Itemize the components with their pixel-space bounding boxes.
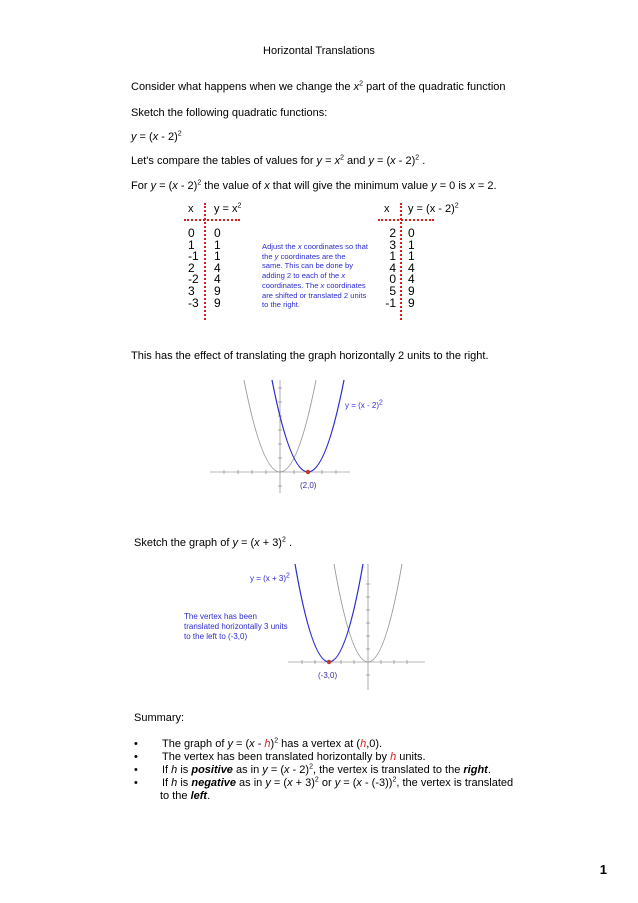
table-cell: -3 — [188, 295, 199, 310]
table-cell: 9 — [408, 295, 415, 310]
table2-header-x: x — [384, 203, 390, 215]
table-cell: -2 — [188, 272, 199, 287]
summary-item-4: • If h is negative as in $y = (x + 3)^2$ or y = (x - (-3))$^2$, the vertex is translated — [134, 777, 513, 790]
table-cell: 9 — [214, 283, 221, 298]
graph1-axes — [210, 380, 350, 493]
table2-y-column — [408, 228, 420, 309]
table-of-values-2 — [378, 203, 478, 323]
table2-header-rule — [378, 219, 434, 221]
table-cell: 3 — [188, 283, 195, 298]
table-cell: 3 — [389, 237, 396, 252]
graph2-translated-parabola — [295, 564, 363, 662]
table-cell: 4 — [408, 260, 415, 275]
page-number: 1 — [599, 862, 607, 877]
intro-line-1: Consider what happens when we change the $x^2$ part of the quadratic function — [131, 80, 506, 93]
table1-y-column — [214, 228, 226, 309]
table-cell: 1 — [408, 249, 415, 264]
table-cell: 1 — [188, 237, 195, 252]
graph1-vertex-label: (2,0) — [300, 481, 317, 490]
table-cell: 0 — [214, 226, 221, 240]
table-cell: 9 — [214, 295, 221, 310]
summary-item-1: • The graph of y = (x - h)$^2$ has a vertex at (h,0). — [134, 738, 513, 751]
table-cell: 4 — [389, 260, 396, 275]
table-cell: 5 — [389, 283, 396, 298]
page-title: Horizontal Translations — [263, 45, 375, 57]
graph2-vertex-point — [327, 660, 331, 664]
table-cell: 1 — [389, 249, 396, 264]
graph-translation-left — [280, 560, 430, 695]
table2-x-column — [378, 228, 396, 309]
adjustment-note: Adjust the x coordinates so that the y coordinates are the same. This can be done by adding 2 to each of the x coordinates. The x coordinates are shifted or translated 2 units to the right. — [262, 242, 368, 310]
table-cell: 1 — [214, 249, 221, 264]
graph1-translated-parabola — [272, 380, 344, 472]
table1-column-divider — [204, 203, 206, 320]
summary-list — [134, 738, 513, 790]
intro-line-5: For y = (x - 2)$^2$ the value of x that will give the minimum value y = 0 is x = 2. — [131, 179, 497, 192]
table-of-values-1 — [184, 203, 264, 323]
table2-column-divider — [400, 203, 402, 320]
intro-equation: y = (x - 2)$^2$ — [131, 130, 182, 143]
table1-header-rule — [184, 219, 240, 221]
summary-item-4-continued: to the left. — [160, 790, 211, 802]
graph2-curve-label: $y = (x + 3)^2$ — [250, 572, 290, 583]
sketch-instruction-2: Sketch the graph of $y = (x + 3)^2$ . — [134, 536, 293, 549]
table-cell: 0 — [389, 272, 396, 287]
table2-header-y: y = (x - 2)$^2$ — [408, 202, 459, 215]
effect-statement: This has the effect of translating the graph horizontally 2 units to the right. — [131, 350, 489, 362]
table1-header-x: x — [188, 203, 194, 215]
table1-header-y: $y = x^2$ — [214, 202, 242, 215]
table-cell: 1 — [214, 237, 221, 252]
intro-line-2: Sketch the following quadratic functions: — [131, 107, 328, 119]
table-cell: 4 — [214, 272, 221, 287]
summary-heading: Summary: — [134, 712, 185, 724]
intro-line-4: Let's compare the tables of values for $y = x^2$ and y = (x - 2)$^2$ . — [131, 154, 426, 167]
table-cell: 0 — [408, 226, 415, 240]
table-cell: -1 — [385, 295, 396, 310]
table-cell: 0 — [188, 226, 195, 240]
table-cell: 2 — [389, 226, 396, 240]
table-cell: 4 — [408, 272, 415, 287]
summary-item-2: • The vertex has been translated horizontally by h units. — [134, 751, 513, 764]
table-cell: -1 — [188, 249, 199, 264]
table1-x-column — [188, 228, 200, 309]
table-cell: 4 — [214, 260, 221, 275]
table-cell: 2 — [188, 260, 195, 275]
summary-item-3: • If h is positive as in y = (x - 2)$^2$, the vertex is translated to the right. — [134, 764, 513, 777]
graph1-vertex-point — [306, 470, 310, 474]
graph2-vertex-label: (-3,0) — [318, 671, 338, 680]
graph2-vertex-note: The vertex has been translated horizontally 3 units to the left to (-3,0) — [184, 612, 288, 641]
table-cell: 1 — [408, 237, 415, 252]
graph1-curve-label: y = (x - 2)$^2$ — [345, 399, 383, 410]
table-cell: 9 — [408, 283, 415, 298]
